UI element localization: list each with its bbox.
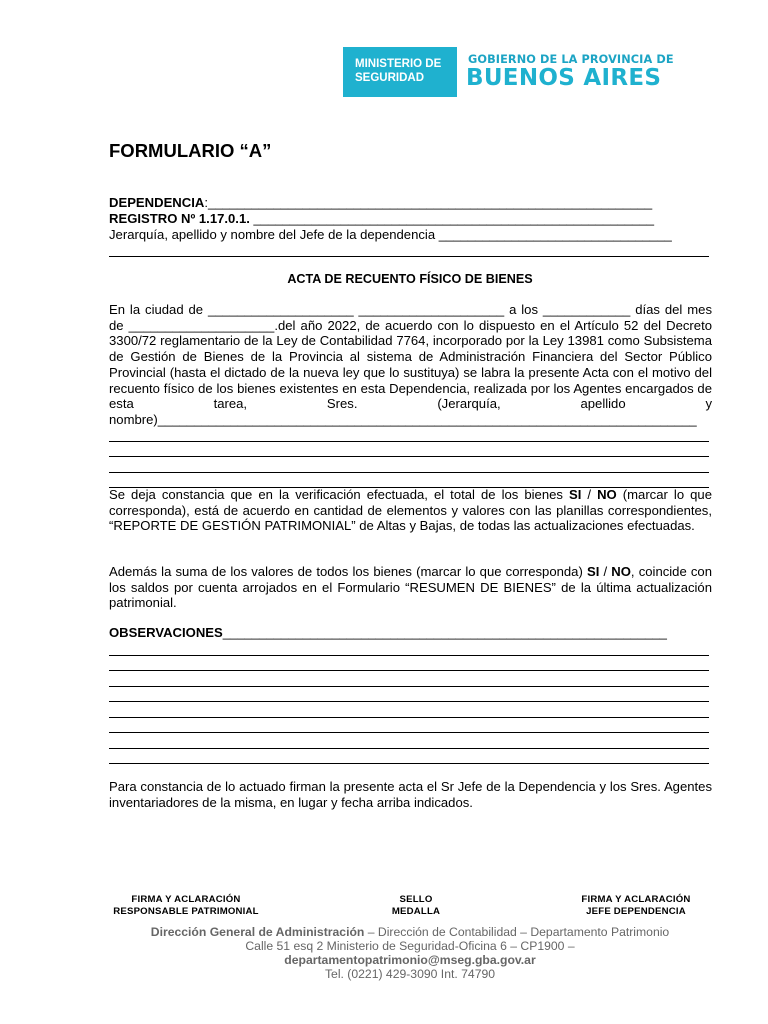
ministerio-logo [343, 47, 457, 97]
observaciones-line-5 [109, 717, 709, 718]
sig3-line2: JEFE DEPENDENCIA [586, 906, 686, 917]
footer-org-rest: – Dirección de Contabilidad – Departamento Patrimonio [364, 925, 670, 939]
signature-responsable [109, 894, 263, 918]
blank-line [109, 441, 709, 442]
footer-email[interactable]: departamentopatrimonio@mseg.gba.gov.ar [284, 953, 536, 967]
observaciones-label: OBSERVACIONES [109, 625, 223, 640]
footer-org-line [0, 925, 768, 940]
sig3-line1: FIRMA Y ACLARACIÓN [581, 894, 691, 905]
paragraph-valores [109, 564, 712, 611]
p3-sep: / [599, 564, 612, 579]
p3-text-b: , coincide con los saldos por cuenta arrojados en el Formulario “RESUMEN DE BIENES” de la última actualización patrimonial. [109, 564, 712, 611]
observaciones-line-1 [109, 655, 709, 656]
dependencia-label: DEPENDENCIA [109, 195, 205, 210]
paragraph-intro: En la ciudad de ____________________ ____________________ a los ____________ días del mes de ____________________.del año 2022, de acuerdo con lo dispuesto en el Artículo 52 del Decreto 3300/72 reglamentario de la Ley de Contabilidad 7764, incorporado por la Ley 13981 como Subsistema de Gestión de Bienes de la Provincia al sistema de Administración Financiera del Sector Público Provincial (hasta el dictado de la nueva ley que lo sustituya) se labra la presente Acta con el motivo del recuento físico de los bienes existentes en esta Dependencia, realizada por los Agentes encargados de esta tarea, Sres. (Jerarquía, apellido y nombre)__________________________________________________________________________ [109, 302, 712, 427]
footer-org: Dirección General de Administración [150, 925, 365, 939]
footer-phone: Tel. (0221) 429-3090 Int. 74790 [324, 967, 496, 981]
form-title: FORMULARIO “A” [109, 140, 272, 161]
p3-no: NO [611, 564, 631, 579]
dependencia-line [109, 195, 652, 211]
observaciones-line-8 [109, 763, 709, 764]
blank-line [109, 472, 709, 473]
observaciones-line-4 [109, 701, 709, 702]
p3-si: SI [586, 564, 600, 579]
observaciones-line-6 [109, 732, 709, 733]
registro-line [109, 211, 654, 227]
observaciones-line-2 [109, 670, 709, 671]
logo-line2: SEGURIDAD [355, 72, 425, 84]
dependencia-fill: :_____________________________________________________________ [204, 195, 653, 210]
p2-sep: / [581, 487, 598, 502]
sig1-line1: FIRMA Y ACLARACIÓN [131, 894, 241, 905]
jerarquia-line: Jerarquía, apellido y nombre del Jefe de la dependencia ________________________________ [109, 227, 672, 242]
signature-jefe [574, 894, 698, 918]
gov-logo-line2: BUENOS AIRES [466, 65, 662, 91]
acta-title: ACTA DE RECUENTO FÍSICO DE BIENES [287, 272, 533, 286]
signature-sello [380, 894, 452, 918]
observaciones-line-7 [109, 748, 709, 749]
blank-line [109, 456, 709, 457]
closing-paragraph: Para constancia de lo actuado firman la presente acta el Sr Jefe de la Dependencia y los Sres. Agentes inventariadores de la misma, en lugar y fecha arriba indicados. [109, 779, 712, 810]
footer-address: Calle 51 esq 2 Ministerio de Seguridad-Oficina 6 – CP1900 – [245, 939, 575, 953]
p2-text-b: (marcar lo que corresponda), está de acuerdo en cantidad de elementos y valores con las planillas correspondientes, “REPORTE DE GESTIÓN PATRIMONIAL” de Altas y Bajas, de todas las actualizaciones efectuadas. [109, 487, 712, 534]
divider-rule [109, 256, 709, 257]
p2-no: NO [597, 487, 617, 502]
p3-text-a: Además la suma de los valores de todos los bienes (marcar lo que corresponda) [109, 564, 587, 579]
paragraph-verificacion [109, 487, 712, 534]
logo-line1: MINISTERIO DE [355, 58, 442, 70]
observaciones-line [109, 625, 667, 641]
sig1-line2: RESPONSABLE PATRIMONIAL [113, 906, 259, 917]
sig2-line2: MEDALLA [391, 906, 441, 917]
observaciones-line-3 [109, 686, 709, 687]
registro-label: REGISTRO Nº 1.17.0.1. [109, 211, 250, 226]
gov-logo-line1: GOBIERNO DE LA PROVINCIA DE [468, 53, 674, 66]
sig2-line1: SELLO [399, 894, 433, 905]
observaciones-fill: _____________________________________________________________ [222, 625, 667, 640]
registro-fill: _______________________________________________________ [249, 211, 655, 226]
p2-text-a: Se deja constancia que en la verificación efectuada, el total de los bienes [109, 487, 569, 502]
p2-si: SI [568, 487, 582, 502]
